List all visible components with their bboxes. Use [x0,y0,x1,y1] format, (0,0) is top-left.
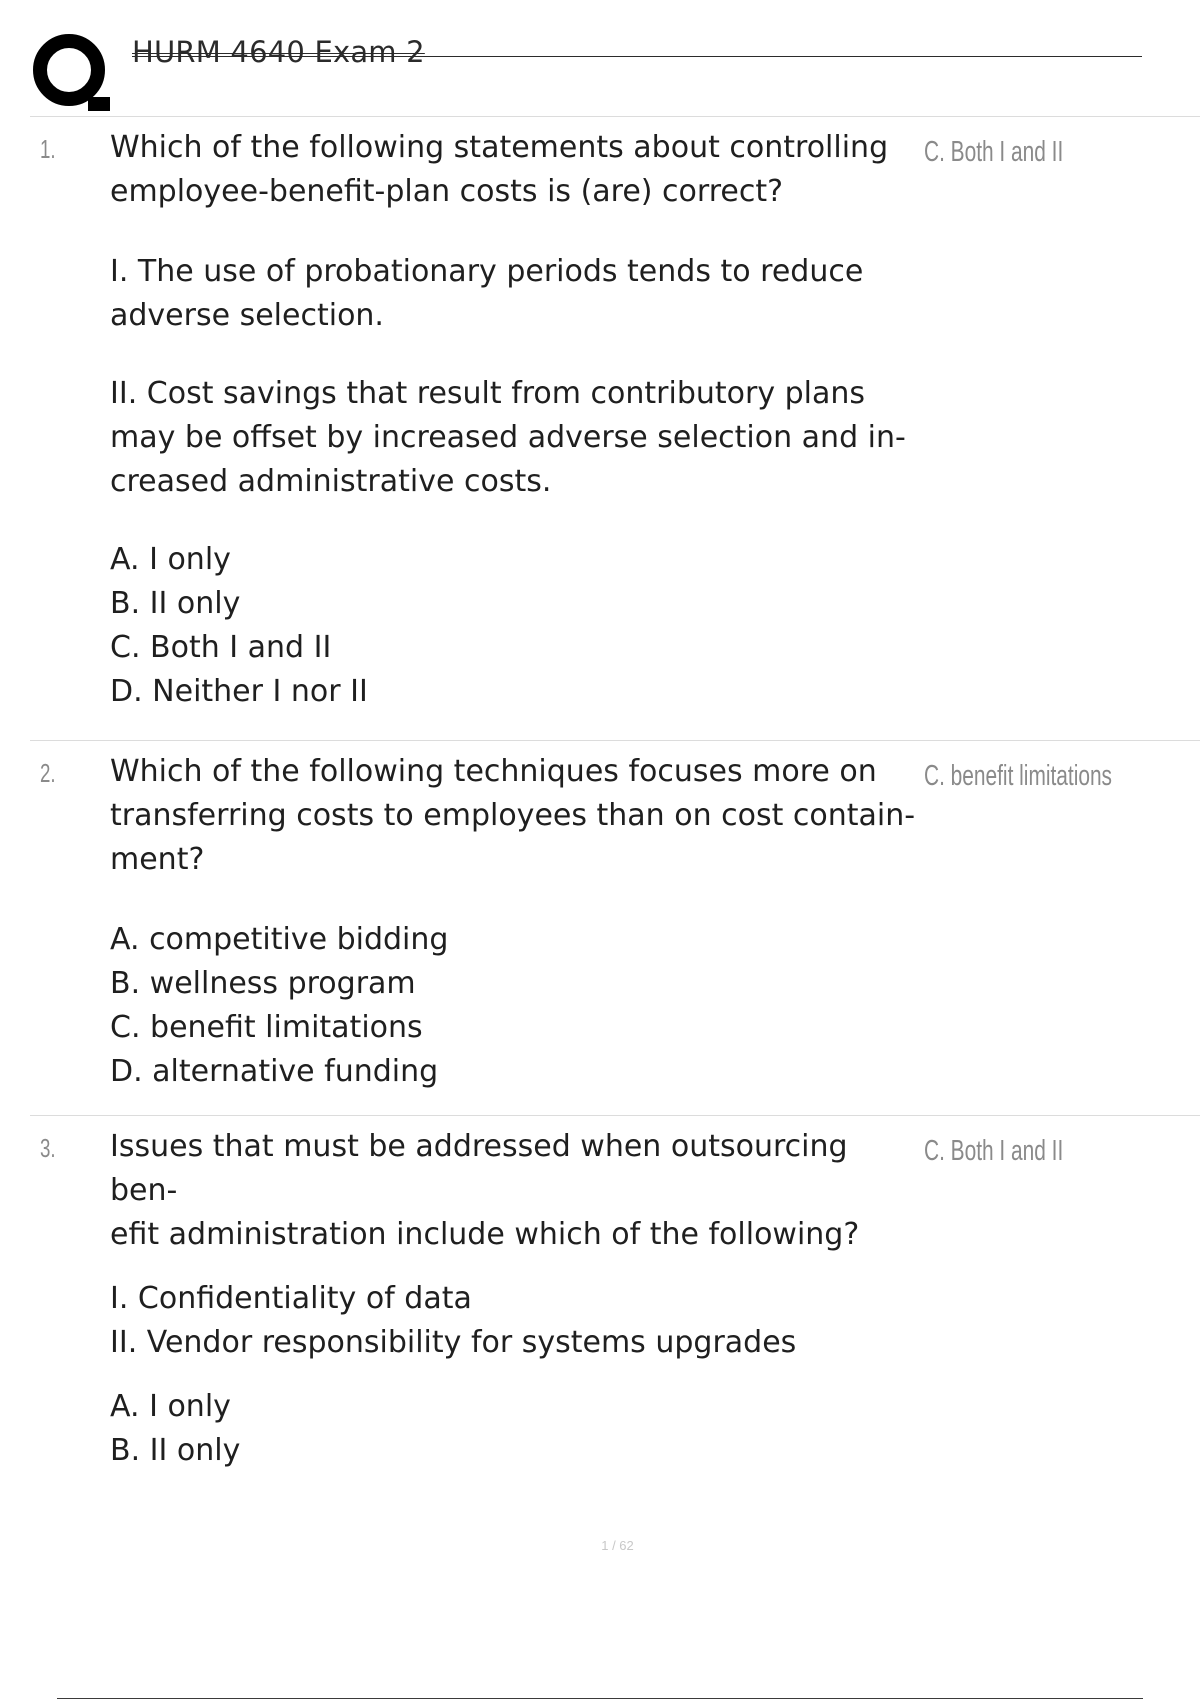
option-a: A. I only [110,1389,231,1424]
statement-line: II. Vendor responsibility for systems upgrades [110,1325,797,1360]
answer-key: C. Both I and II [924,1135,1064,1167]
option-d: D. alternative funding [110,1054,439,1089]
question-number: 3. [40,1133,56,1163]
answer-key: C. Both I and II [924,136,1064,168]
option-a: A. competitive bidding [110,922,449,957]
question-stem-line: Which of the following techniques focuses more on [110,754,877,789]
question-stem-line: transferring costs to employees than on cost contain- [110,798,916,833]
statement-line: adverse selection. [110,298,384,333]
statement-line: I. Confidentiality of data [110,1281,472,1316]
question-number: 1. [40,134,56,164]
option-c: C. Both I and II [110,630,332,665]
question-stem-line: Issues that must be addressed when outsourcing ben- [110,1129,848,1208]
statement-line: creased administrative costs. [110,464,552,499]
question-body [110,126,922,714]
statement-line: I. The use of probationary periods tends to reduce [110,254,864,289]
question-stem-line: Which of the following statements about controlling [110,130,889,165]
option-a: A. I only [110,542,231,577]
option-b: B. II only [110,1433,241,1468]
question-stem-line: ment? [110,842,205,877]
title-underline [132,56,1142,57]
quizlet-logo-icon [30,31,112,113]
section-divider [30,116,1200,117]
statement-line: II. Cost savings that result from contributory plans [110,376,866,411]
footer-rule [57,1698,1143,1699]
section-divider [30,740,1200,741]
option-b: B. wellness program [110,966,416,1001]
section-divider [30,1115,1200,1116]
option-c: C. benefit limitations [110,1010,423,1045]
statement-line: may be offset by increased adverse selection and in- [110,420,906,455]
option-d: D. Neither I nor II [110,674,368,709]
question-number: 2. [40,758,56,788]
document-title: HURM 4640 Exam 2 [132,35,425,69]
page-indicator: 1 / 62 [601,1538,634,1553]
question-stem-line: efit administration include which of the following? [110,1217,860,1252]
option-b: B. II only [110,586,241,621]
answer-key: C. benefit limitations [924,760,1113,792]
question-stem-line: employee-benefit-plan costs is (are) correct? [110,174,784,209]
question-body [110,750,922,1094]
question-body [110,1125,922,1473]
